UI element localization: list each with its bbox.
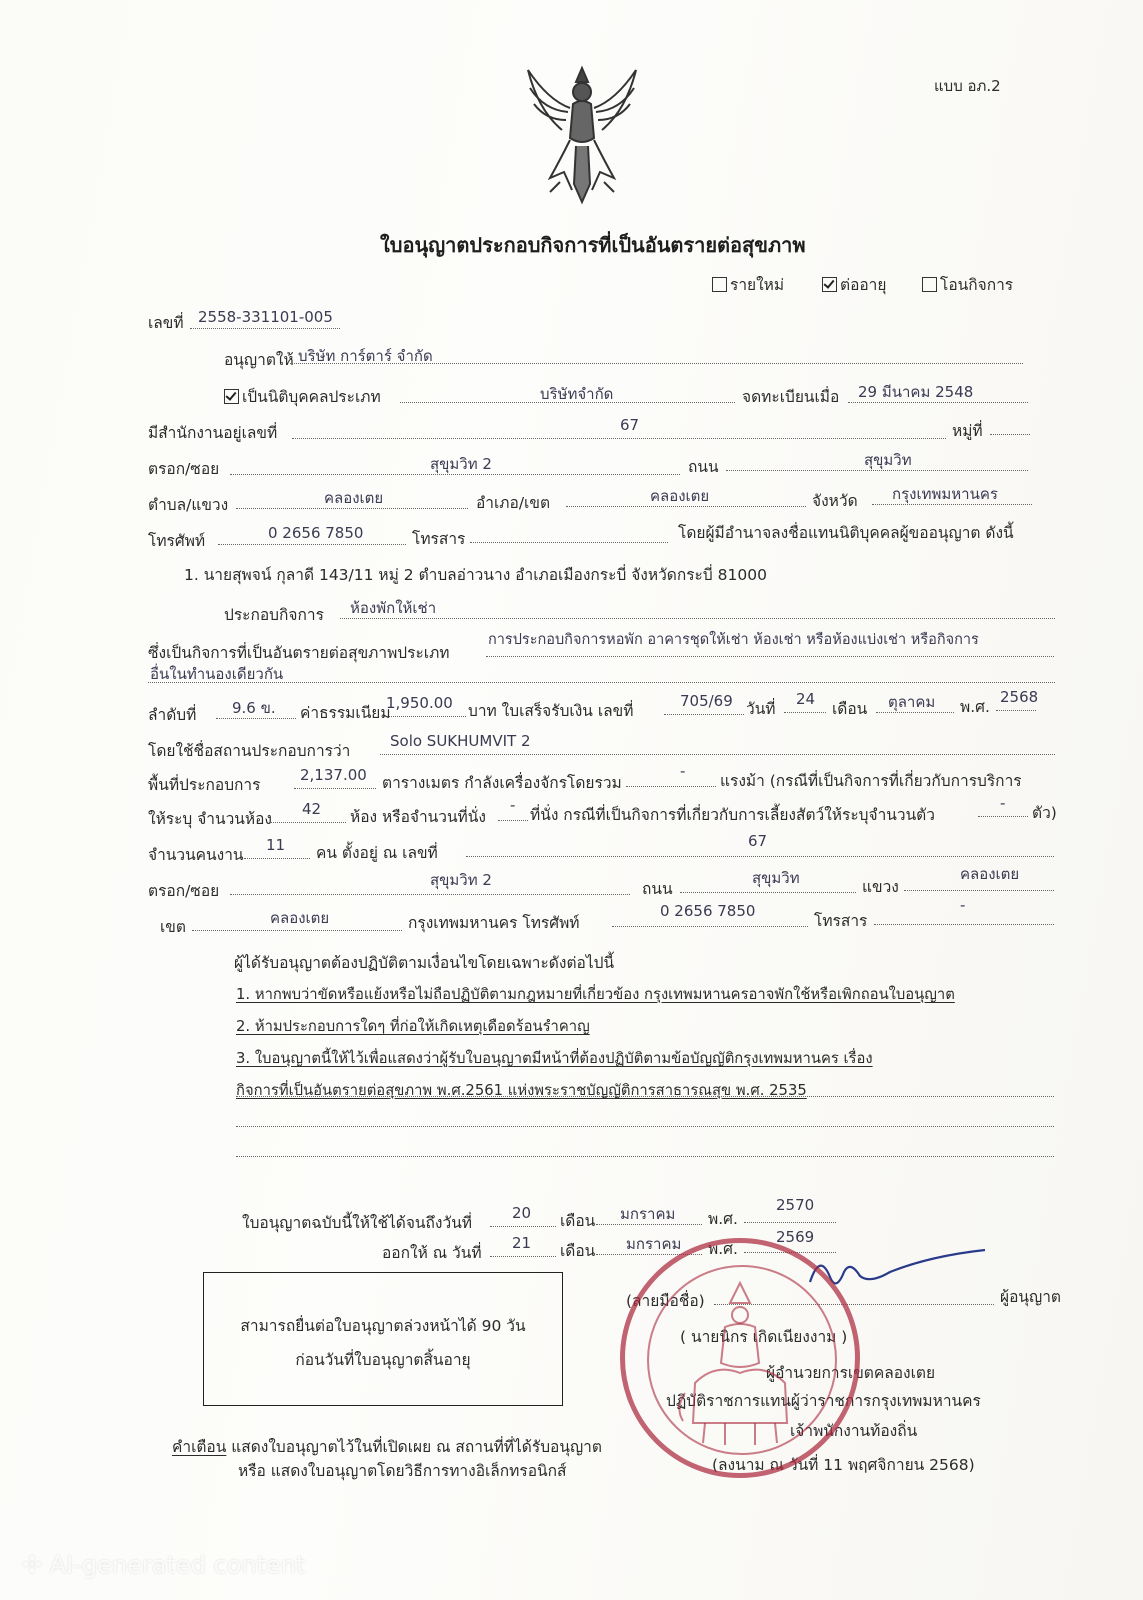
workers-label: จำนวนคนงาน [148,846,244,864]
office-label: มีสำนักงานอยู่เลขที่ [148,424,278,442]
until-year: 2570 [776,1196,815,1214]
issue-day: 21 [512,1234,532,1252]
biz-soi-label: ตรอก/ซอย [148,882,220,900]
receipt-value: 705/69 [680,692,733,710]
tambon-label: ตำบล/แขวง [148,496,229,514]
signer-title3: เจ้าพนักงานท้องถิ่น [790,1422,918,1440]
option-transfer: โอนกิจการ [922,272,1013,297]
warning-line1: แสดงใบอนุญาตไว้ในที่เปิดเผย ณ สถานที่ที่ได้รับอนุญาต [231,1438,602,1456]
animals-unit: ตัว) [1032,804,1057,822]
checkbox-new [712,277,727,292]
condition-2: 2. ห้ามประกอบการใดๆ ที่ก่อให้เกิดเหตุเดือดร้อนรำคาญ [236,1018,590,1035]
sign-label: (ลายมือชื่อ) [626,1292,705,1310]
option-new: รายใหม่ [712,272,784,297]
hp-text: แรงม้า (กรณีที่เป็นกิจการที่เกี่ยวกับการบริการ [720,772,1022,790]
until-day: 20 [512,1204,532,1222]
year-label: พ.ศ. [960,698,990,716]
issue-year: 2569 [776,1228,815,1246]
entity-type: บริษัทจำกัด [540,385,614,403]
khwaeng-value: คลองเตย [960,865,1020,883]
month-label: เดือน [832,700,868,718]
biz-fax-value: - [960,896,966,914]
tambon-value: คลองเตย [324,489,384,507]
issue-month-label: เดือน [560,1242,596,1260]
phone-value: 0 2656 7850 [268,524,364,542]
checkbox-transfer [922,277,937,292]
workers-text: คน ตั้งอยู่ ณ เลขที่ [316,844,438,862]
city-phone-label: กรุงเทพมหานคร โทรศัพท์ [408,914,580,932]
month-value: ตุลาคม [888,693,936,711]
rooms-value: 42 [302,800,322,818]
notice-line2: ก่อนวันที่ใบอนุญาตสิ้นอายุ [295,1351,471,1369]
type-line2: อื่นในทำนองเดียวกัน [150,665,284,683]
addr-no: 67 [748,832,768,850]
garuda-emblem-icon [520,60,645,210]
grant-label: อนุญาตให้ [224,351,294,369]
khet-label: เขต [160,918,186,936]
warning-line2: หรือ แสดงใบอนุญาตโดยวิธีการทางอิเล็กทรอนิกส์ [238,1462,567,1480]
biz-road-label: ถนน [642,880,673,898]
moo-label: หมู่ที่ [952,422,983,440]
area-value: 2,137.00 [300,766,367,784]
warning-label: คำเตือน [172,1438,227,1456]
reg-label: จดทะเบียนเมื่อ [742,388,840,406]
until-year-label: พ.ศ. [708,1210,738,1228]
op-label: ประกอบกิจการ [224,606,324,624]
rooms-pre: ให้ระบุ จำนวนห้อง [148,810,272,828]
type-label: ซึ่งเป็นกิจการที่เป็นอันตรายต่อสุขภาพประเภท [148,644,450,662]
amphoe-value: คลองเตย [650,487,710,505]
signer-title1: ผู้อำนวยการเขตคลองเตย [766,1364,936,1382]
office-no: 67 [620,416,640,434]
document-title: ใบอนุญาตประกอบกิจการที่เป็นอันตรายต่อสุขภาพ [380,233,806,257]
notice-line1: สามารถยื่นต่อใบอนุญาตล่วงหน้าได้ 90 วัน [240,1317,526,1335]
checkbox-renew [822,277,837,292]
soi-label: ตรอก/ซอย [148,460,220,478]
receipt-label: บาท ใบเสร็จรับเงิน เลขที่ [468,702,634,720]
year-value: 2568 [1000,688,1039,706]
area-label: พื้นที่ประกอบการ [148,776,261,794]
entity-label: เป็นนิติบุคคลประเภท [224,384,381,409]
until-label: ใบอนุญาตฉบับนี้ให้ใช้ได้จนถึงวันที่ [242,1214,473,1232]
hp-value: - [680,762,686,780]
renewal-notice-box [203,1272,563,1406]
signer-title2: ปฏิบัติราชการแทนผู้ว่าราชการกรุงเทพมหานคร [666,1392,981,1410]
rooms-text: ห้อง หรือจำนวนที่นั่ง [350,808,486,826]
fax-label: โทรสาร [412,530,466,548]
amphoe-label: อำเภอ/เขต [476,494,551,512]
until-month: มกราคม [620,1205,676,1223]
official-seal-icon [620,1238,860,1478]
watermark: ✣ AI-generated content [22,1551,306,1579]
condition-3-cont: กิจการที่เป็นอันตรายต่อสุขภาพ พ.ศ.2561 แห่งพระราชบัญญัติการสาธารณสุข พ.ศ. 2535 [236,1082,807,1099]
option-renew: ต่ออายุ [822,272,886,297]
form-code: แบบ อภ.2 [934,77,1001,95]
grantee: บริษัท การ์ตาร์ จำกัด [298,347,433,365]
warning [172,1434,602,1459]
issue-month: มกราคม [626,1235,682,1253]
checkbox-entity [224,389,239,404]
role-label: ผู้อนุญาต [1000,1288,1061,1306]
order-label: ลำดับที่ [148,706,197,724]
road-label: ถนน [688,458,719,476]
issue-label: ออกให้ ณ วันที่ [382,1244,482,1262]
until-month-label: เดือน [560,1212,596,1230]
biz-phone: 0 2656 7850 [660,902,756,920]
phone-label: โทรศัพท์ [148,532,206,550]
fee-label: ค่าธรรมเนียม [300,704,391,722]
day-label: วันที่ [746,700,776,718]
biz-soi-value: สุขุมวิท 2 [430,871,492,889]
establishment-name: Solo SUKHUMVIT 2 [390,732,531,750]
conditions-heading: ผู้ได้รับอนุญาตต้องปฏิบัติตามเงื่อนไขโดยเฉพาะดังต่อไปนี้ [234,954,615,972]
signer-1: 1. นายสุพจน์ กุลาดี 143/11 หมู่ 2 ตำบลอ่าวนาง อำเภอเมืองกระบี่ จังหวัดกระบี่ 81000 [184,566,767,584]
issue-year-label: พ.ศ. [708,1240,738,1258]
reg-date: 29 มีนาคม 2548 [858,383,974,401]
signer-text: โดยผู้มีอำนาจลงชื่อแทนนิติบุคคลผู้ขออนุญาต ดังนี้ [678,524,1014,542]
soi-value: สุขุมวิท 2 [430,455,492,473]
condition-3: 3. ใบอนุญาตนี้ให้ไว้เพื่อแสดงว่าผู้รับใบอนุญาตมีหน้าที่ต้องปฏิบัติตามข้อบัญญัติกรุงเทพมหานคร เรื่อง [236,1050,873,1067]
license-no: 2558-331101-005 [198,308,333,326]
province-label: จังหวัด [812,492,858,510]
animals-value: - [1000,794,1006,812]
province-value: กรุงเทพมหานคร [892,485,998,503]
order-value: 9.6 ข. [232,699,276,717]
seats-text: ที่นั่ง กรณีที่เป็นกิจการที่เกี่ยวกับการเลี้ยงสัตว์ให้ระบุจำนวนตัว [530,806,935,824]
name-label: โดยใช้ชื่อสถานประกอบการว่า [148,742,351,760]
workers-value: 11 [266,836,286,854]
fee-value: 1,950.00 [386,694,453,712]
op-value: ห้องพักให้เช่า [350,599,437,617]
license-no-label: เลขที่ [148,314,184,332]
seats-value: - [510,796,516,814]
khwaeng-label: แขวง [862,878,899,896]
signed-date: (ลงนาม ณ วันที่ 11 พฤศจิกายน 2568) [712,1456,975,1474]
biz-road-value: สุขุมวิท [752,869,800,887]
road-value: สุขุมวิท [864,451,912,469]
biz-fax-label: โทรสาร [814,912,868,930]
type-line1: การประกอบกิจการหอพัก อาคารชุดให้เช่า ห้องเช่า หรือห้องแบ่งเช่า หรือกิจการ [488,632,979,648]
signer-name: ( นายนิกร เกิดเนียงงาม ) [680,1328,848,1346]
area-unit: ตารางเมตร กำลังเครื่องจักรโดยรวม [382,774,622,792]
day-value: 24 [796,690,816,708]
khet-value: คลองเตย [270,909,330,927]
condition-1: 1. หากพบว่าขัดหรือแย้งหรือไม่ถือปฏิบัติตามกฎหมายที่เกี่ยวข้อง กรุงเทพมหานครอาจพักใช้หรือเพิกถอนใบอนุญาต [236,986,955,1003]
